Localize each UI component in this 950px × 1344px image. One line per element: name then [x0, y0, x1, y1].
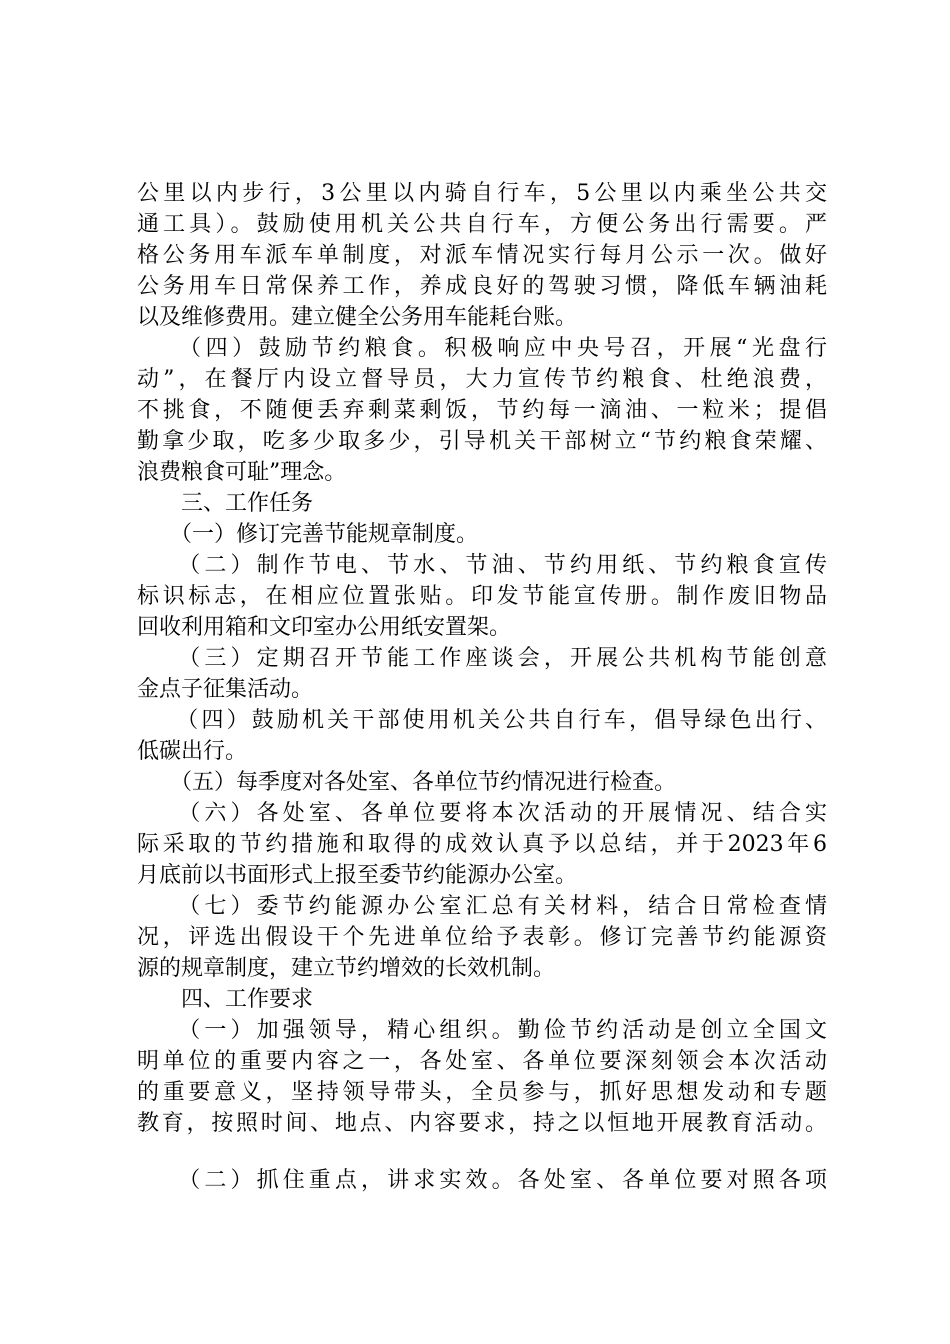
text-line: 回收利用箱和文印室办公用纸安置架。: [137, 615, 512, 640]
text-line: 的重要意义，坚持领导带头，全员参与，抓好思想发动和专题: [137, 1080, 827, 1105]
text-line: （五）每季度对各处室、各单位节约情况进行检查。: [137, 770, 677, 795]
text-line: 以及维修费用。建立健全公务用车能耗台账。: [137, 305, 578, 330]
text-line: （一）修订完善节能规章制度。: [137, 522, 479, 547]
text-line: 公里以内步行，3公里以内骑自行车，5公里以内乘坐公共交: [137, 181, 827, 206]
text-line: 月底前以书面形式上报至委节约能源办公室。: [137, 863, 578, 888]
text-line: 格公务用车派车单制度，对派车情况实行每月公示一次。做好: [137, 243, 827, 268]
text-line: 动”，在餐厅内设立督导员，大力宣传节约粮食、杜绝浪费，: [137, 367, 827, 392]
text-line: 低碳出行。: [137, 739, 248, 764]
text-line: （一）加强领导，精心组织。勤俭节约活动是创立全国文: [137, 1018, 827, 1043]
body-text: [137, 178, 827, 1196]
text-line: 况，评选出假设干个先进单位给予表彰。修订完善节约能源资: [137, 925, 827, 950]
paragraph-gap: [137, 1139, 827, 1165]
text-line: 四、工作要求: [137, 987, 314, 1012]
text-line: 标识标志，在相应位置张贴。印发节能宣传册。制作废旧物品: [137, 584, 827, 609]
text-line: （四）鼓励节约粮食。积极响应中央号召，开展“光盘行: [137, 336, 827, 361]
text-line: 三、工作任务: [137, 491, 314, 516]
text-line: 浪费粮食可耻”理念。: [137, 460, 347, 485]
text-line: 公务用车日常保养工作，养成良好的驾驶习惯，降低车辆油耗: [137, 274, 827, 299]
text-line: （三）定期召开节能工作座谈会，开展公共机构节能创意: [137, 646, 827, 671]
text-line: （六）各处室、各单位要将本次活动的开展情况、结合实: [137, 801, 827, 826]
text-line: 明单位的重要内容之一，各处室、各单位要深刻领会本次活动: [137, 1049, 827, 1074]
text-line: （七）委节约能源办公室汇总有关材料，结合日常检查情: [137, 894, 827, 919]
text-line: 通工具）。鼓励使用机关公共自行车，方便公务出行需要。严: [137, 212, 827, 237]
text-line: 不挑食，不随便丢弃剩菜剩饭，节约每一滴油、一粒米；提倡: [137, 398, 827, 423]
text-line: （四）鼓励机关干部使用机关公共自行车，倡导绿色出行、: [137, 708, 827, 733]
text-line: 勤拿少取，吃多少取多少，引导机关干部树立“节约粮食荣耀、: [137, 429, 827, 454]
text-line: （二）抓住重点，讲求实效。各处室、各单位要对照各项: [137, 1168, 827, 1193]
text-line: 际采取的节约措施和取得的成效认真予以总结，并于2023年6: [137, 832, 827, 857]
text-line: 金点子征集活动。: [137, 677, 314, 702]
text-line: 源的规章制度，建立节约增效的长效机制。: [137, 956, 556, 981]
text-line: 教育，按照时间、地点、内容要求，持之以恒地开展教育活动。: [137, 1111, 827, 1136]
text-line: （二）制作节电、节水、节油、节约用纸、节约粮食宣传: [137, 553, 827, 578]
